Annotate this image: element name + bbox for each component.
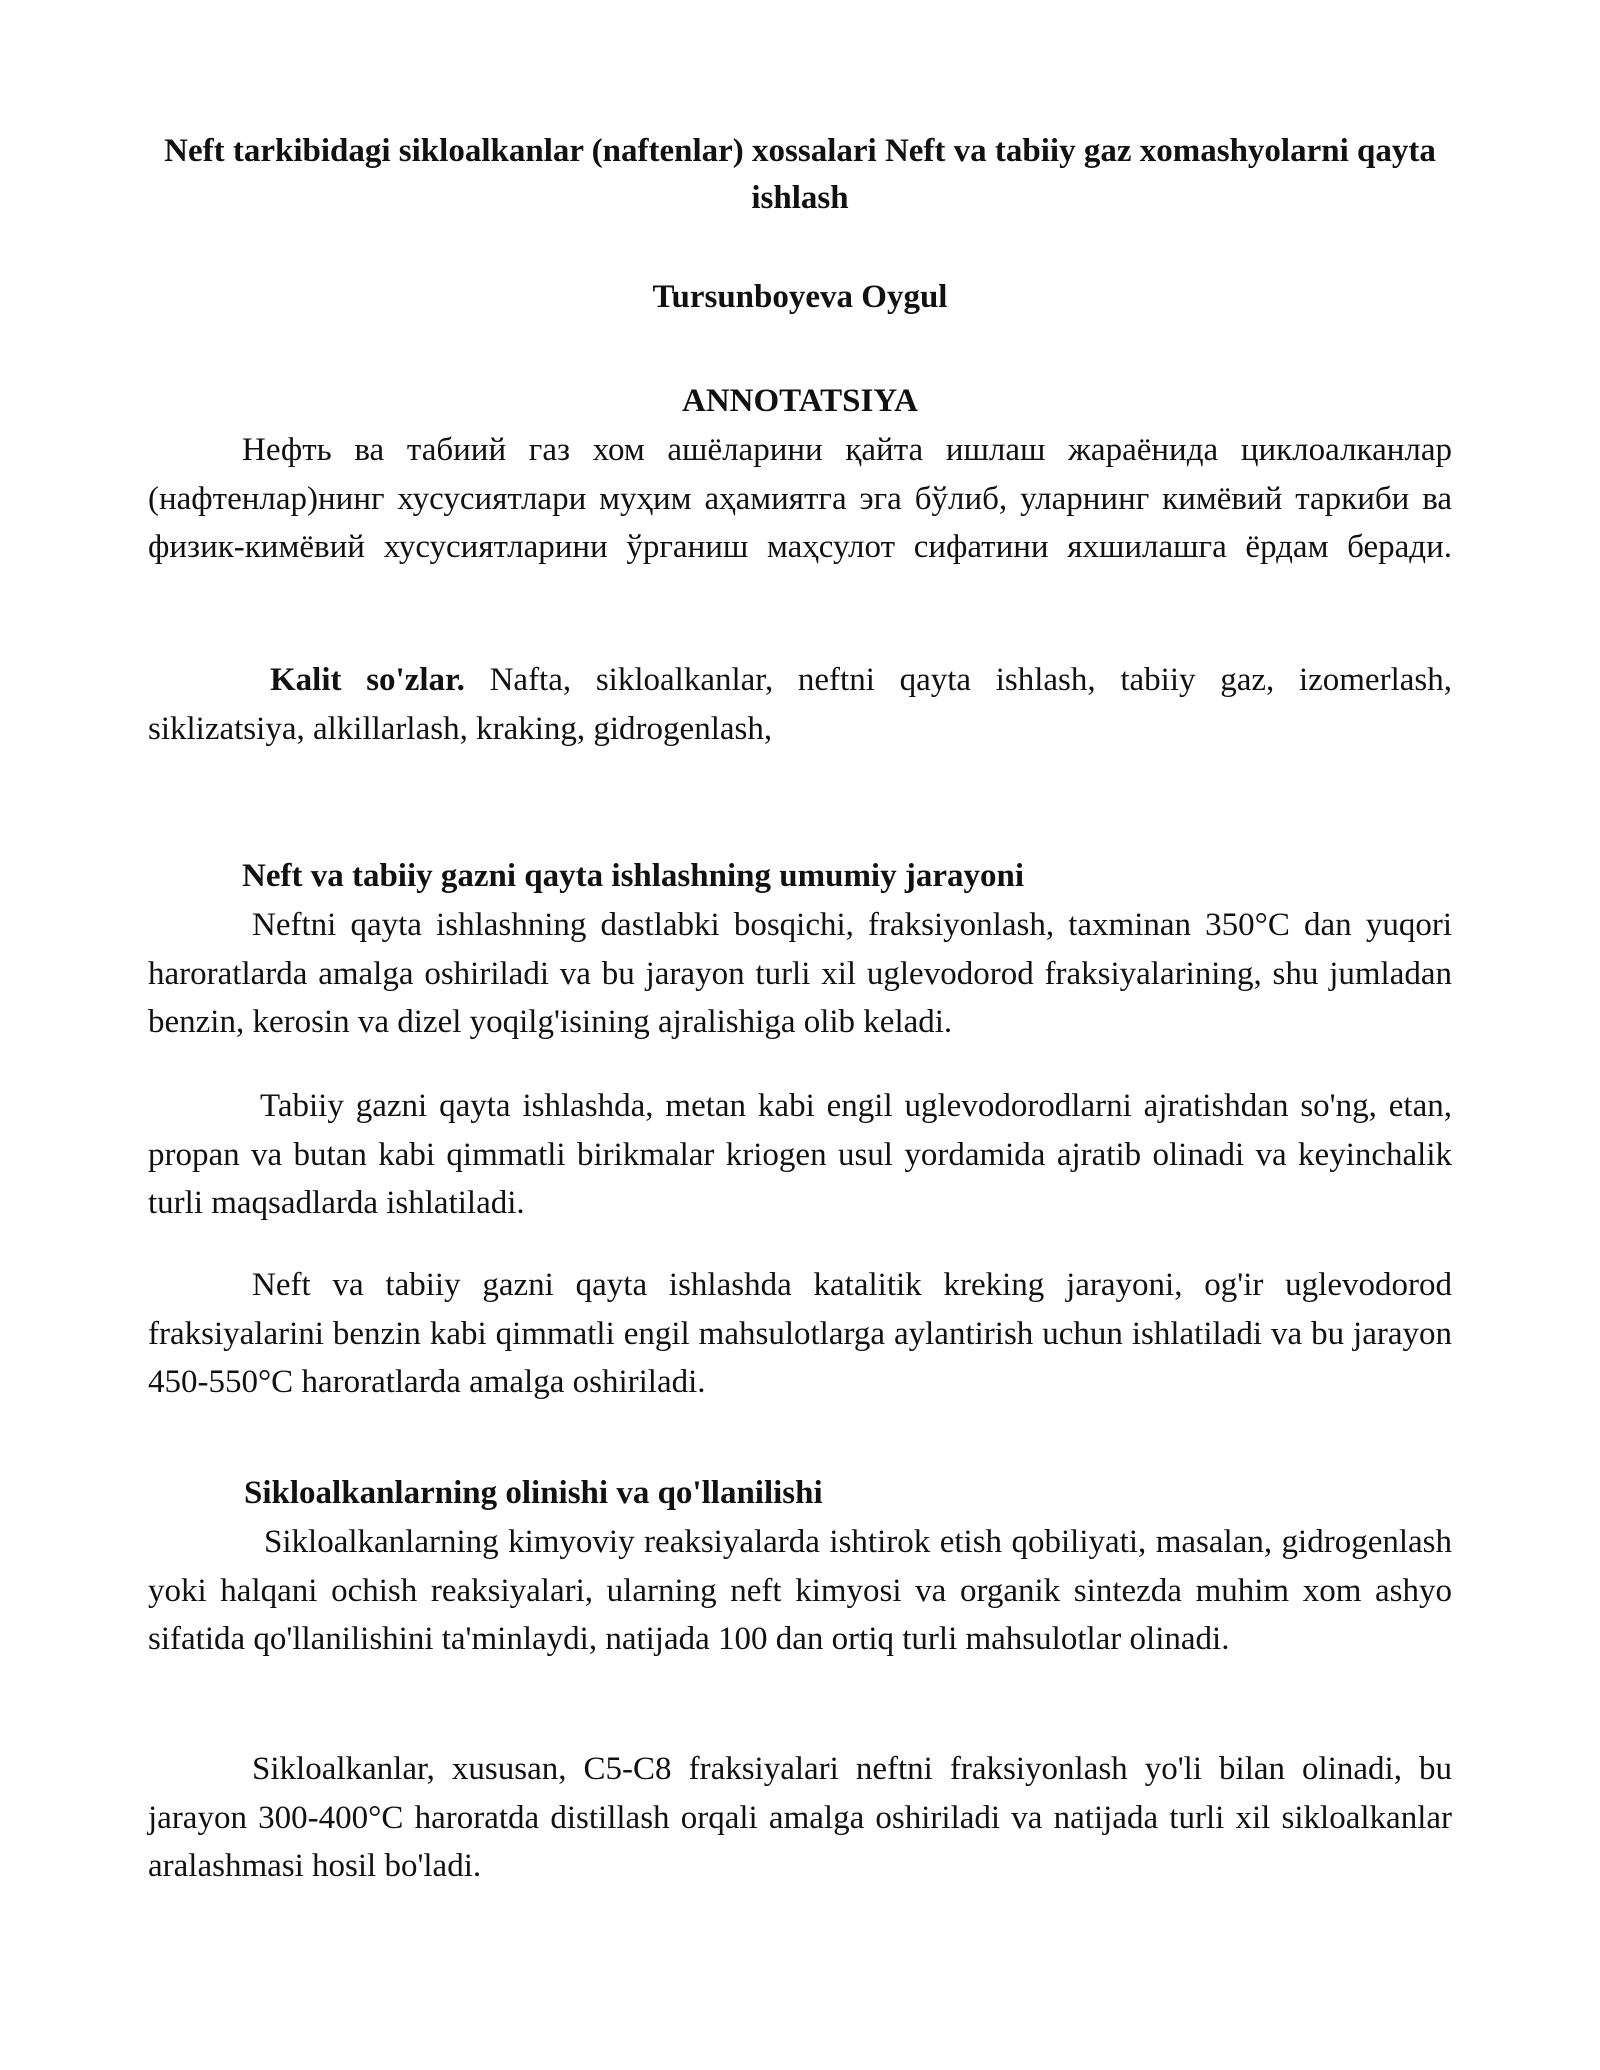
section-heading: Neft va tabiiy gazni qayta ishlashning umumiy jarayoni [242,858,1025,894]
title-line-1: Neft tarkibidagi sikloalkanlar (naftenlar) xossalari Neft va tabiiy gaz xomashyolarni qayta ishlash [164,133,1436,216]
keywords-text: Nafta, sikloalkanlar, neftni qayta ishlash, tabiiy gaz, izomerlash, siklizatsiya, alkillarlash, kraking, gidrogenlash, [148,662,1452,747]
keywords-label: Kalit so'zlar. [270,662,465,698]
section-paragraph: Tabiiy gazni qayta ishlashda, metan kabi engil uglevodorodlarni ajratishdan so'ng, etan, propan va butan kabi qimmatli birikmalar kriogen usul yordamida ajratib olinadi va keyinchalik turli maqsadlarda ishlatiladi. [148,1088,1452,1221]
annotation-text: Нефть ва табиий газ хом ашёларини қайта ишлаш жараёнида циклоалканлар (нафтенлар)нинг хусусиятлари муҳим аҳамиятга эга бўлиб, уларнинг кимёвий таркиби ва физик-кимёвий хусусиятларини ўрганиш маҳсулот сифатини яхшилашга ёрдам беради. [148,432,1452,565]
document-title [148,128,1452,222]
section-heading: Sikloalkanlarning olinishi va qo'llanilishi [244,1475,823,1511]
section-paragraph: Sikloalkanlarning kimyoviy reaksiyalarda ishtirok etish qobiliyati, masalan, gidrogenlash yoki halqani ochish reaksiyalari, ularning neft kimyosi va organik sintezda muhim xom ashyo sifatida qo'llanilishini ta'minlaydi, natijada 100 dan ortiq turli mahsulotlar olinadi. [148,1524,1452,1657]
annotation-heading: ANNOTATSIYA [682,383,918,419]
section-paragraph: Neftni qayta ishlashning dastlabki bosqichi, fraksiyonlash, taxminan 350°C dan yuqori haroratlarda amalga oshiriladi va bu jarayon turli xil uglevodorod fraksiyalarining, shu jumladan benzin, kerosin va dizel yoqilg'isining ajralishiga olib keladi. [148,907,1452,1040]
keywords-paragraph [148,656,1452,753]
author-name: Tursunboyeva Oygul [652,279,948,315]
section-paragraph: Sikloalkanlar, xususan, C5-C8 fraksiyalari neftni fraksiyonlash yo'li bilan olinadi, bu jarayon 300-400°C haroratda distillash orqali amalga oshiriladi va natijada turli xil sikloalkanlar aralashmasi hosil bo'ladi. [148,1751,1452,1884]
section-paragraph: Neft va tabiiy gazni qayta ishlashda katalitik kreking jarayoni, og'ir uglevodorod fraksiyalarini benzin kabi qimmatli engil mahsulotlarga aylantirish uchun ishlatiladi va bu jarayon 450-550°C haroratlarda amalga oshiriladi. [148,1267,1452,1400]
